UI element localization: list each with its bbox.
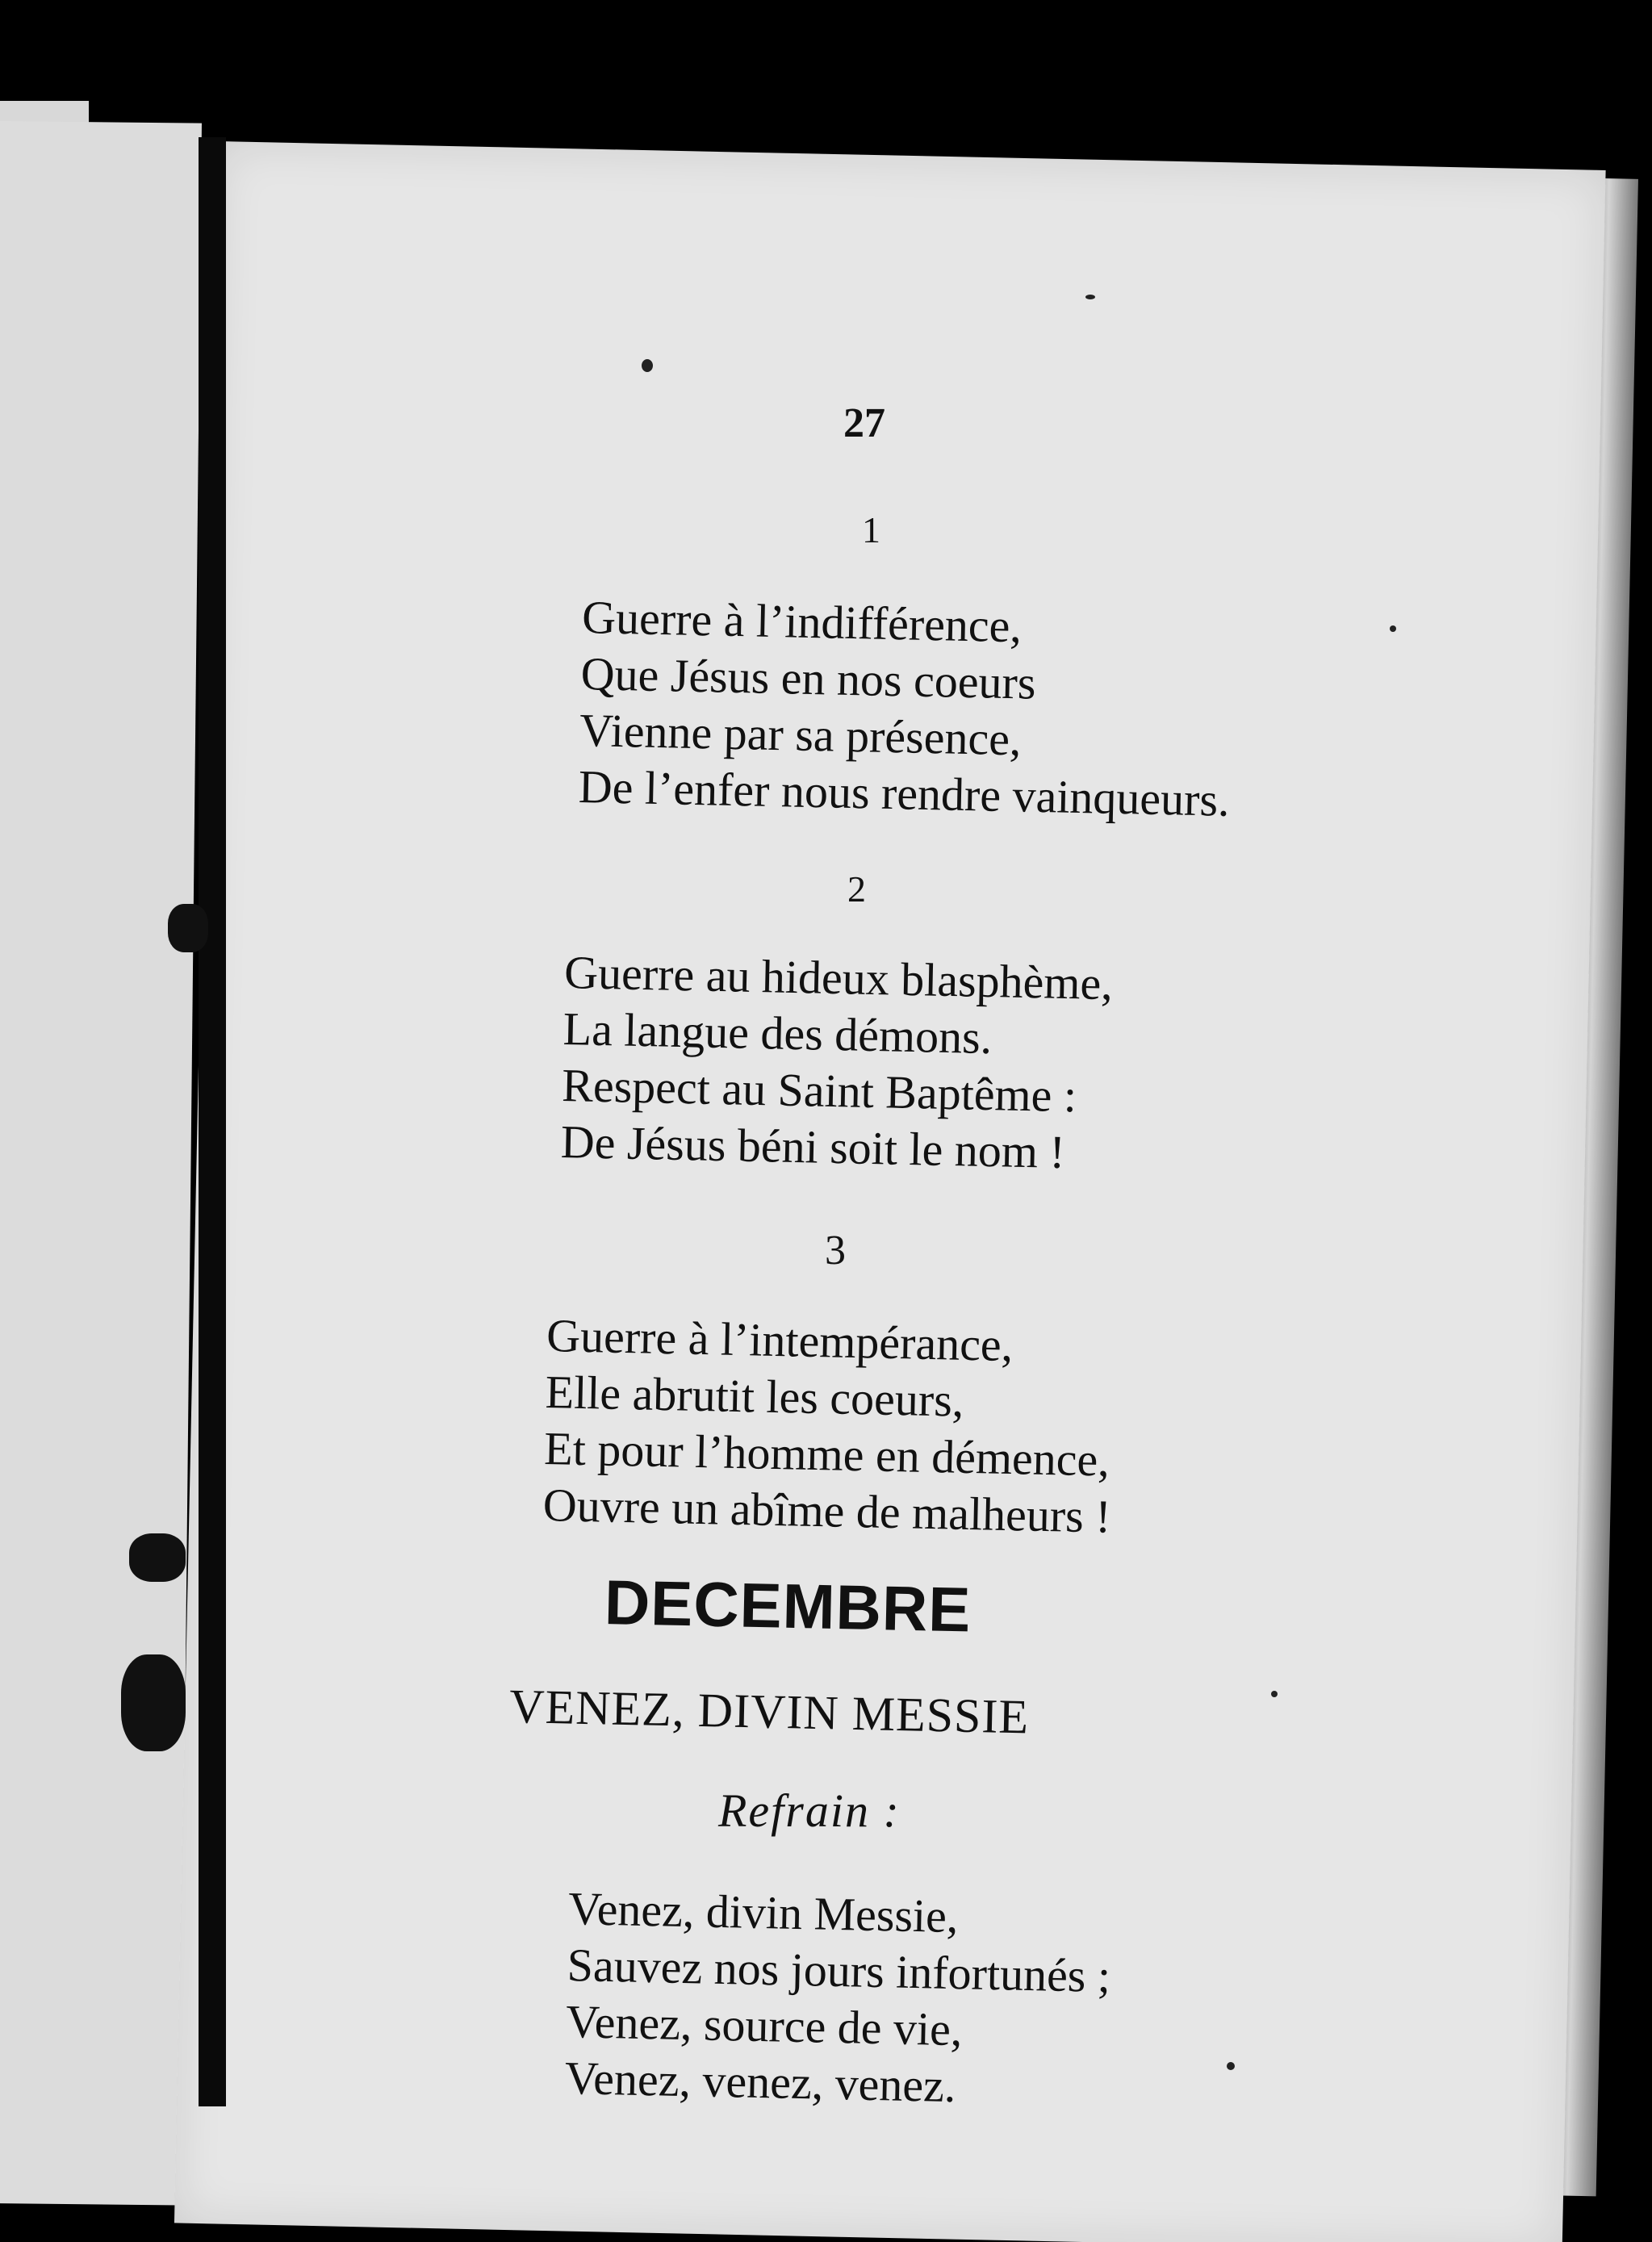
verse-line: Guerre au hideux blasphème, bbox=[563, 945, 1114, 1010]
stanza-1 bbox=[578, 589, 1234, 829]
verse-line: Respect au Saint Baptême : bbox=[561, 1058, 1077, 1123]
binding-knot bbox=[168, 904, 208, 952]
left-page bbox=[0, 121, 202, 2205]
binding-knot bbox=[121, 1654, 186, 1751]
stanza-number: 1 bbox=[862, 509, 880, 550]
verse-line: Que Jésus en nos coeurs bbox=[580, 646, 1037, 709]
verse-line: La langue des démons. bbox=[563, 1002, 993, 1065]
verse-line: Guerre à l’indifférence, bbox=[581, 590, 1023, 653]
stanza-2 bbox=[560, 944, 1113, 1182]
verse-line: Et pour l’homme en démence, bbox=[543, 1421, 1110, 1487]
refrain-label: Refrain : bbox=[718, 1784, 901, 1837]
scan-speck bbox=[1227, 2062, 1235, 2070]
verse-line: Guerre à l’intempérance, bbox=[546, 1308, 1014, 1372]
scan-speck bbox=[1085, 295, 1095, 299]
page-number: 27 bbox=[843, 400, 885, 446]
stanza-3 bbox=[542, 1307, 1115, 1546]
scan-speck bbox=[1390, 625, 1396, 632]
verse-line: Venez, venez, venez. bbox=[564, 2051, 957, 2113]
scan-speck bbox=[642, 359, 653, 372]
binding-knot bbox=[129, 1533, 186, 1582]
scan-speck bbox=[1271, 1691, 1278, 1697]
verse-line: De l’enfer nous rendre vainqueurs. bbox=[578, 759, 1231, 826]
verse-line: De Jésus béni soit le nom ! bbox=[560, 1115, 1066, 1179]
verse-line: Vienne par sa présence, bbox=[579, 703, 1023, 766]
verse-line: Sauvez nos jours infortunés ; bbox=[567, 1938, 1111, 2003]
refrain bbox=[564, 1880, 1112, 2118]
month-heading: DECEMBRE bbox=[604, 1566, 972, 1646]
verse-line: Elle abrutit les coeurs, bbox=[545, 1365, 964, 1427]
stanza-number: 3 bbox=[825, 1228, 846, 1274]
song-title: VENEZ, DIVIN MESSIE bbox=[508, 1679, 1030, 1744]
stanza-number: 2 bbox=[847, 868, 866, 910]
verse-line: Venez, source de vie, bbox=[565, 1994, 964, 2056]
verse-line: Ouvre un abîme de malheurs ! bbox=[542, 1478, 1112, 1543]
book-binding bbox=[199, 137, 226, 2106]
verse-line: Venez, divin Messie, bbox=[567, 1881, 960, 1943]
